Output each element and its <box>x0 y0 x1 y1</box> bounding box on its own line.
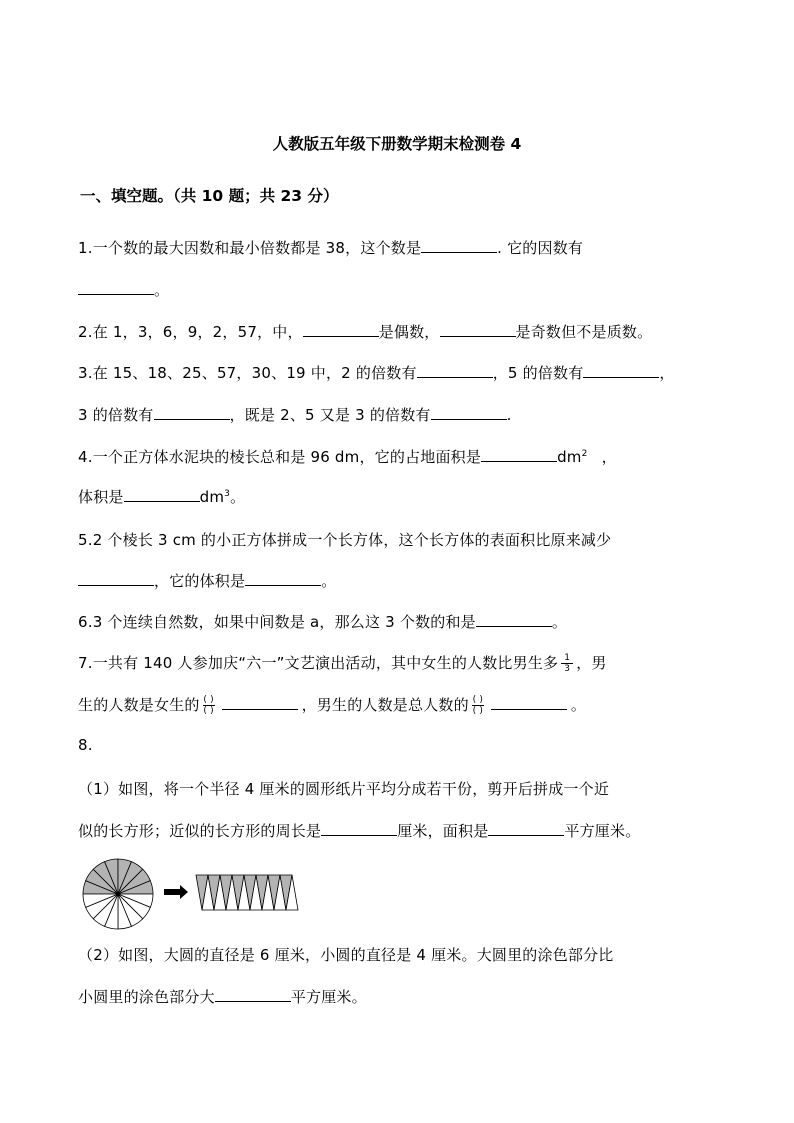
q5-text-b: ，它的体积是 <box>154 572 246 590</box>
arrow-right-icon <box>164 885 188 899</box>
circle-to-rectangle-figure <box>80 856 310 932</box>
q3-text-f: . <box>506 406 512 424</box>
q3-text-e: ，既是 2、5 又是 3 的倍数有 <box>229 406 431 424</box>
q7-fraction-placeholder-1 <box>203 695 215 716</box>
fraction-denominator: ( ) <box>203 706 214 716</box>
question-8-label <box>78 736 93 754</box>
q3-text-a: 3.在 15、18、25、57，30、19 中，2 的倍数有 <box>78 364 417 382</box>
q3-blank-1 <box>417 376 493 378</box>
q7-text-c: 生的人数是女生的 <box>78 696 200 714</box>
question-7-line1 <box>78 652 607 674</box>
q2-text-c: 是奇数但不是质数。 <box>515 323 653 341</box>
q7-blank-2 <box>491 708 567 710</box>
q5-blank-1 <box>78 584 154 586</box>
approximate-rectangle <box>196 875 298 910</box>
q7-text-d: ，男生的人数是总人数的 <box>301 696 469 714</box>
question-4-line1 <box>78 446 617 467</box>
q5-text-a: 5.2 个棱长 3 cm 的小正方体拼成一个长方体，这个长方体的表面积比原来减少 <box>78 531 612 549</box>
q7-fraction-placeholder-2 <box>472 695 484 716</box>
q2-text-a: 2.在 1，3，6，9，2，57，中， <box>78 323 303 341</box>
q5-text-c: 。 <box>321 572 337 590</box>
q7-fraction-one-third <box>561 653 573 674</box>
q7-text-e: 。 <box>570 696 587 714</box>
q6-text-b: 。 <box>551 613 568 631</box>
q2-blank-1 <box>303 335 379 337</box>
q2-blank-2 <box>440 335 516 337</box>
q7-text-b: ，男 <box>576 654 607 672</box>
sectioned-circle <box>83 859 153 929</box>
fraction-denominator: 3 <box>564 664 571 674</box>
question-1-line1 <box>78 237 583 258</box>
question-3-line2 <box>78 404 512 425</box>
q2-text-b: 是偶数， <box>378 323 440 341</box>
q7-blank-1 <box>222 708 298 710</box>
question-2 <box>78 321 652 342</box>
q1-blank-2 <box>78 293 154 295</box>
question-7-line2 <box>78 694 586 716</box>
q3-text-b: ，5 的倍数有 <box>492 364 584 382</box>
fraction-numerator: 1 <box>564 653 571 663</box>
question-1-line2 <box>78 279 169 300</box>
q3-blank-4 <box>431 418 507 420</box>
q1-text-a: 1.一个数的最大因数和最小倍数都是 38，这个数是 <box>78 239 422 257</box>
q8-part2-text-a: （2）如图，大圆的直径是 6 厘米，小圆的直径是 4 厘米。大圆里的涂色部分比 <box>78 946 614 964</box>
question-8-part2-line2 <box>78 986 367 1007</box>
q4-text-c: ， <box>601 448 617 466</box>
section-heading: 一、填空题。（共 10 题；共 23 分） <box>80 187 339 205</box>
q3-blank-2 <box>583 376 659 378</box>
fraction-numerator: ( ) <box>203 695 214 705</box>
q4-blank-1 <box>481 460 557 462</box>
question-8-part2-line1 <box>78 944 614 965</box>
q4-text-a: 4.一个正方体水泥块的棱长总和是 96 dm，它的占地面积是 <box>78 448 482 466</box>
q8-part1-text-b: 似的长方形；近似的长方形的周长是 <box>78 822 322 840</box>
q3-text-d: 3 的倍数有 <box>78 406 154 424</box>
fraction-denominator: ( ) <box>472 706 484 716</box>
q4-blank-2 <box>124 500 200 502</box>
q7-text-a: 7.一共有 140 人参加庆“六一”文艺演出活动，其中女生的人数比男生多 <box>78 654 559 672</box>
q8-part2-text-b: 小圆里的涂色部分大 <box>78 988 215 1006</box>
q4-text-f: 。 <box>230 488 246 506</box>
fraction-numerator: ( ) <box>472 695 484 705</box>
q4-unit-1: dm <box>557 448 582 466</box>
q1-text-c: 。 <box>154 281 170 299</box>
q3-text-c: ， <box>659 364 675 382</box>
q1-text-b: . 它的因数有 <box>497 239 584 257</box>
q4-unit-1-exponent: 2 <box>581 449 588 459</box>
q8-part1-text-c: 厘米，面积是 <box>397 822 489 840</box>
question-4-line2 <box>78 486 245 507</box>
q8-blank-1 <box>321 834 397 836</box>
q4-unit-2-exponent: 3 <box>224 489 231 499</box>
question-6 <box>78 611 567 632</box>
q8-part1-text-d: 平方厘米。 <box>564 822 641 840</box>
q8-blank-2 <box>488 834 564 836</box>
q3-blank-3 <box>154 418 230 420</box>
q4-unit-2: dm <box>199 488 225 506</box>
question-8-part1-line2 <box>78 820 640 841</box>
question-5-line2 <box>78 570 336 591</box>
q8-part2-text-c: 平方厘米。 <box>290 988 367 1006</box>
q5-blank-2 <box>245 584 321 586</box>
q8-part1-text-a: （1）如图，将一个半径 4 厘米的圆形纸片平均分成若干份，剪开后拼成一个近 <box>78 780 610 798</box>
q8-blank-3 <box>215 1000 291 1002</box>
q6-text-a: 6.3 个连续自然数，如果中间数是 a，那么这 3 个数的和是 <box>78 613 476 631</box>
q6-blank-1 <box>476 625 552 627</box>
q8-label: 8. <box>78 736 93 754</box>
q4-text-d: 体积是 <box>78 488 124 506</box>
question-3-line1 <box>78 362 675 383</box>
question-5-line1 <box>78 529 611 550</box>
page-title: 人教版五年级下册数学期末检测卷 4 <box>272 135 522 153</box>
question-8-part1-line1 <box>78 778 609 799</box>
q1-blank-1 <box>421 251 497 253</box>
